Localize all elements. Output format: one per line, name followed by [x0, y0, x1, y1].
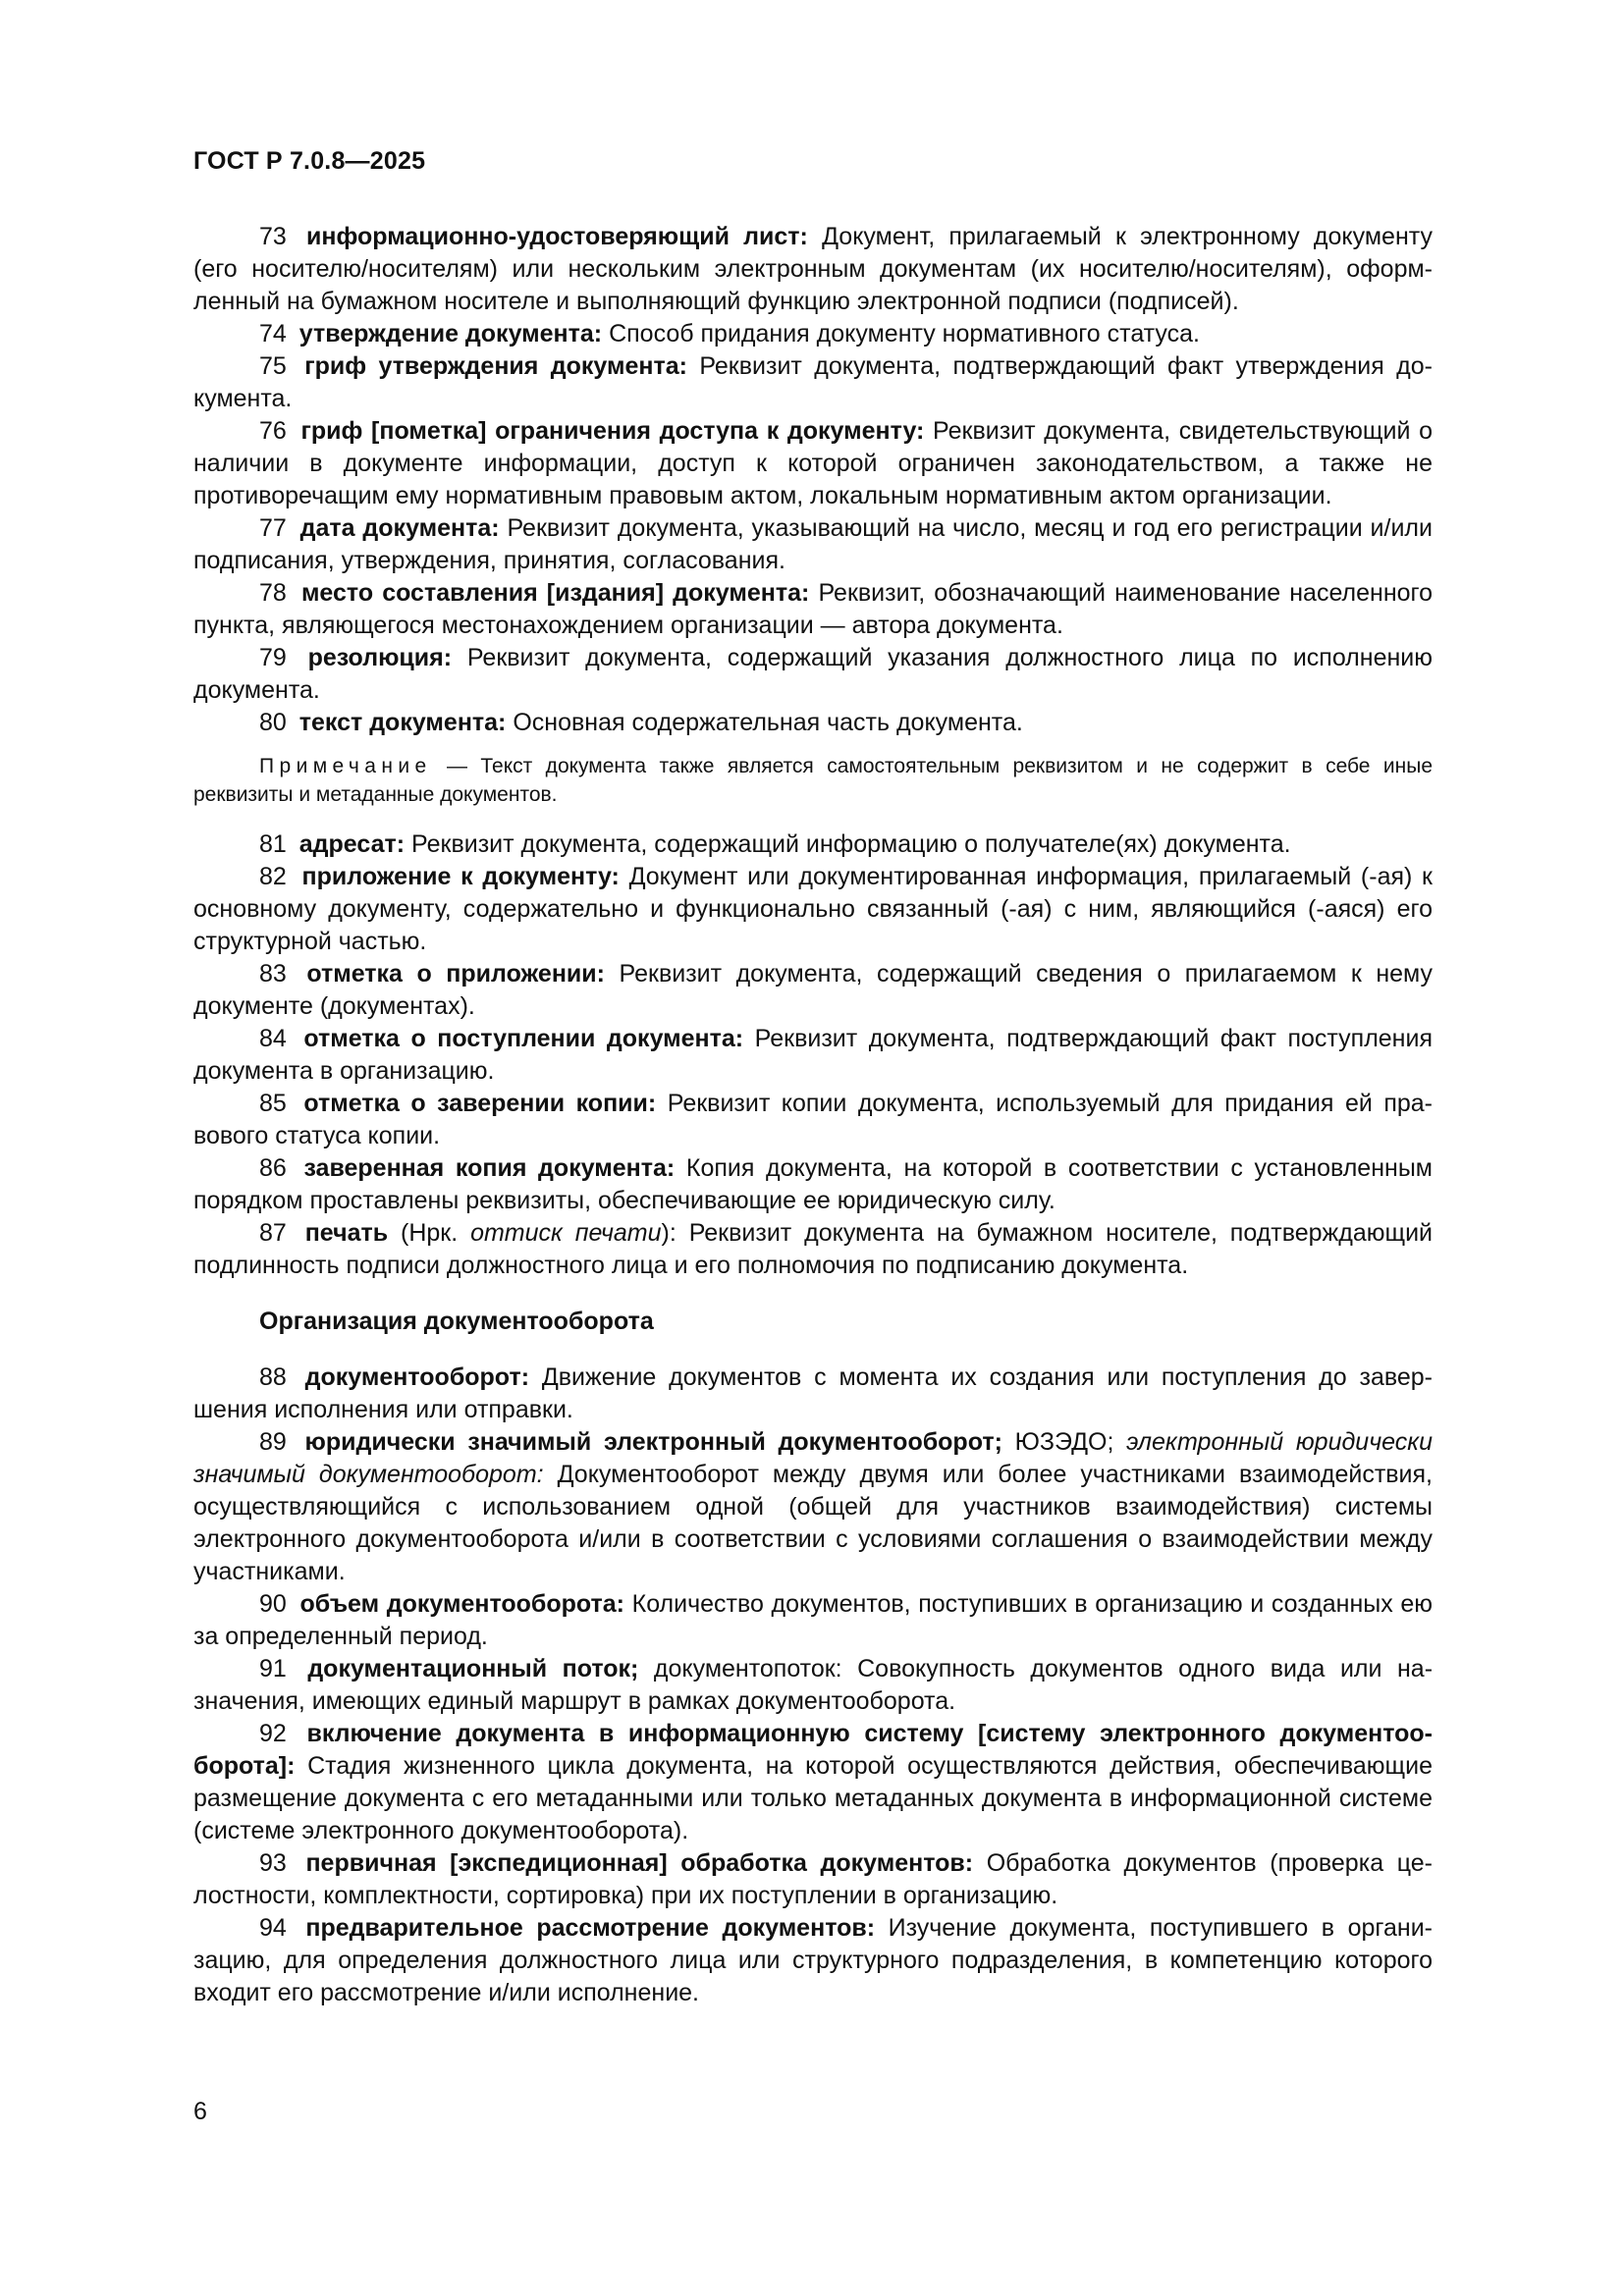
entry-number: 78	[259, 579, 287, 607]
entry-alt-term: электронный юридически значимый документооборот:	[193, 1428, 1433, 1488]
entry-term: документационный поток;	[307, 1655, 639, 1682]
entry-number: 75	[259, 352, 287, 380]
entry-term: дата документа:	[299, 514, 500, 542]
term-entry-88	[193, 1362, 1433, 1426]
note-block	[193, 752, 1433, 809]
term-entry-87	[193, 1217, 1433, 1282]
entry-definition: Документ или документированная информация, прилагаемый (-ая) к основному документу, содержательно и функционально связанный (-ая) с ним, являющийся (-аяся) его структурной частью.	[193, 863, 1433, 955]
entry-prefix: (Нрк.	[388, 1219, 471, 1247]
entry-definition: Реквизит, обозначающий наименование населенного пункта, являющегося местонахождением организации — автора документа.	[193, 579, 1433, 639]
term-entry-94	[193, 1912, 1433, 2009]
term-entry-75	[193, 350, 1433, 415]
entry-number: 73	[259, 223, 287, 250]
entry-definition: Реквизит документа, содержащий информацию о получателе(ях) документа.	[405, 830, 1291, 858]
entry-number: 84	[259, 1025, 287, 1052]
entry-number: 89	[259, 1428, 287, 1456]
entry-definition: ): Реквизит документа на бумажном носителе, подтверждающий подлинность подписи должностного лица и его полномочия по подписанию документа.	[193, 1219, 1434, 1279]
entry-number: 90	[259, 1590, 287, 1618]
entry-number: 87	[259, 1219, 287, 1247]
entry-number: 77	[259, 514, 287, 542]
entry-term: место составления [издания] документа:	[300, 579, 810, 607]
entry-number: 93	[259, 1849, 287, 1877]
entry-number: 85	[259, 1090, 287, 1117]
entry-definition: Реквизит копии документа, используемый для придания ей правового статуса копии.	[193, 1090, 1433, 1149]
entry-term: заверенная копия документа:	[303, 1154, 676, 1182]
entry-term: резолюция:	[307, 644, 453, 671]
note-text: — Текст документа также является самостоятельным реквизитом и не содержит в себе иные реквизиты и метаданные документов.	[193, 755, 1433, 806]
entry-term: документооборот:	[304, 1363, 530, 1391]
entry-term: включение документа в информационную систему [систему электронного документооборота]:	[193, 1720, 1433, 1780]
entry-term: приложение к документу:	[301, 863, 620, 890]
document-header: ГОСТ Р 7.0.8—2025	[193, 147, 426, 175]
entry-term: предварительное рассмотрение документов:	[305, 1914, 876, 1942]
term-entry-81	[193, 828, 1433, 861]
entry-term: отметка о приложении:	[306, 960, 605, 988]
entry-term: первичная [экспедиционная] обработка документов:	[305, 1849, 974, 1877]
entry-term: утверждение документа:	[298, 320, 603, 347]
entry-definition: Реквизит документа, подтверждающий факт поступления документа в организацию.	[193, 1025, 1433, 1085]
term-entry-78	[193, 577, 1433, 642]
entry-definition: Копия документа, на которой в соответствии с установленным порядком проставлены реквизиты, обеспечивающие ее юридическую силу.	[193, 1154, 1433, 1214]
entry-definition: Количество документов, поступивших в организацию и созданных ею за определенный период.	[193, 1590, 1433, 1650]
document-body	[193, 221, 1433, 2009]
entry-definition: Реквизит документа, указывающий на число, месяц и год его регистрации и/или подписания, утверждения, принятия, согласования.	[193, 514, 1433, 574]
entry-term: гриф утверждения документа:	[304, 352, 687, 380]
entry-number: 91	[259, 1655, 287, 1682]
entry-definition: Движение документов с момента их создания или поступления до завершения исполнения или отправки.	[193, 1363, 1433, 1423]
entry-definition: Реквизит документа, свидетельствующий о наличии в документе информации, доступ к которой ограничен законодательством, а также не противоречащим ему нормативным правовым актом, локальным нормативным актом организации.	[193, 417, 1433, 509]
entry-term: отметка о поступлении документа:	[303, 1025, 744, 1052]
term-entry-76	[193, 415, 1433, 512]
entry-abbreviation: ЮЗЭДО;	[1001, 1428, 1127, 1456]
term-entry-80	[193, 707, 1433, 739]
term-entry-84	[193, 1023, 1433, 1088]
term-entry-92	[193, 1718, 1433, 1847]
entry-number: 83	[259, 960, 287, 988]
term-entry-82	[193, 861, 1433, 958]
entry-number: 92	[259, 1720, 287, 1747]
entry-number: 86	[259, 1154, 287, 1182]
entry-term: юридически значимый электронный документооборот;	[304, 1428, 1002, 1456]
entry-number: 80	[259, 709, 287, 736]
entry-term: печать	[304, 1219, 389, 1247]
term-entry-93	[193, 1847, 1433, 1912]
entry-term: гриф [пометка] ограничения доступа к документу:	[300, 417, 925, 445]
entry-definition: Способ придания документу нормативного статуса.	[602, 320, 1200, 347]
term-entry-85	[193, 1088, 1433, 1152]
note-label: Примечание	[259, 755, 432, 777]
entry-alt-term: оттиск печати	[470, 1219, 662, 1247]
entry-term: информационно-удостоверяющий лист:	[306, 223, 808, 250]
section-heading: Организация документооборота	[259, 1308, 654, 1335]
page-number: 6	[193, 2098, 207, 2125]
entry-definition: Реквизит документа, содержащий сведения о прилагаемом к нему документе (документах).	[193, 960, 1433, 1020]
term-entry-73	[193, 221, 1433, 318]
term-entry-74	[193, 318, 1433, 350]
entry-number: 76	[259, 417, 287, 445]
entry-term: отметка о заверении копии:	[303, 1090, 657, 1117]
entry-number: 94	[259, 1914, 287, 1942]
entry-number: 79	[259, 644, 287, 671]
term-entry-90	[193, 1588, 1433, 1653]
entry-term: текст документа:	[298, 709, 507, 736]
entry-definition: документопоток: Совокупность документов одного вида или назначения, имеющих единый маршрут в рамках документооборота.	[193, 1655, 1434, 1715]
entry-definition: Стадия жизненного цикла документа, на которой осуществляются действия, обеспечивающие размещение документа с его метаданными или только метаданных документа в информационной системе (системе электронного документооборота).	[193, 1752, 1433, 1844]
entry-definition: Реквизит документа, подтверждающий факт утверждения документа.	[193, 352, 1433, 412]
entry-definition: Основная содержательная часть документа.	[506, 709, 1023, 736]
entry-number: 88	[259, 1363, 287, 1391]
entry-term: адресат:	[298, 830, 406, 858]
entry-definition: Документ, прилагаемый к электронному документу (его носителю/носителям) или нескольким электронным документам (их носителю/носителям), оформленный на бумажном носителе и выполняющий функцию электронной подписи (подписей).	[193, 223, 1433, 315]
entry-definition: Изучение документа, поступившего в организацию, для определения должностного лица или структурного подразделения, в компетенцию которого входит его рассмотрение и/или исполнение.	[193, 1914, 1433, 2006]
term-entry-79	[193, 642, 1433, 707]
entry-number: 81	[259, 830, 287, 858]
entry-number: 74	[259, 320, 287, 347]
entry-definition: Документооборот между двумя или более участниками взаимодействия, осуществляющийся с использованием одной (общей для участников взаимодействия) системы электронного документооборота и/или в соответствии с условиями соглашения о взаимодействии между участниками.	[193, 1461, 1434, 1585]
entry-term: объем документооборота:	[299, 1590, 625, 1618]
term-entry-89	[193, 1426, 1433, 1588]
term-entry-77	[193, 512, 1433, 577]
entry-definition: Обработка документов (проверка целостности, комплектности, сортировка) при их поступлении в организацию.	[193, 1849, 1433, 1909]
term-entry-86	[193, 1152, 1433, 1217]
term-entry-91	[193, 1653, 1433, 1718]
entry-definition: Реквизит документа, содержащий указания должностного лица по исполнению документа.	[193, 644, 1433, 704]
entry-number: 82	[259, 863, 287, 890]
term-entry-83	[193, 958, 1433, 1023]
